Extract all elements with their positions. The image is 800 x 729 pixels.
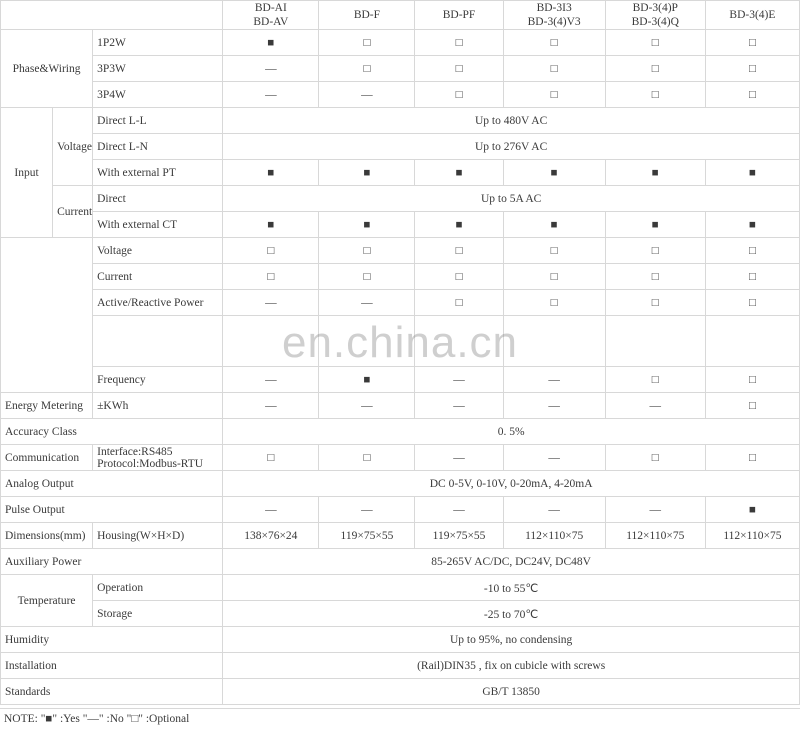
cell-em-1: — [319,393,415,419]
cell-bl-2 [415,316,503,367]
table-row [1,367,800,393]
row-label-direct-ll: Direct L-L [93,108,223,134]
cell-direct-span: Up to 5A AC [223,186,800,212]
table-row [1,134,800,160]
watermark: en.china.cn [281,318,519,367]
cell-mv-2: □ [415,238,503,264]
cell-3p3w-2: □ [415,56,503,82]
cell-freq-2: — [415,367,503,393]
cell-pt-4: ■ [605,160,705,186]
row-label-auxiliary-power: Auxiliary Power [1,549,223,575]
cell-ar-5: □ [705,290,799,316]
cell-1p2w-3: □ [503,30,605,56]
cell-bl-5 [705,316,799,367]
table-row [1,653,800,679]
row-label-external-ct: With external CT [93,212,223,238]
group-measurement [1,238,93,393]
row-label-3p4w: 3P4W [93,82,223,108]
cell-pt-5: ■ [705,160,799,186]
header-col-5-line1: BD-3(4)E [729,9,776,21]
table-row [1,264,800,290]
cell-mc-0: □ [223,264,319,290]
cell-pulse-1: — [319,497,415,523]
cell-pulse-0: — [223,497,319,523]
cell-freq-0: — [223,367,319,393]
cell-ar-3: □ [503,290,605,316]
cell-3p4w-3: □ [503,82,605,108]
cell-3p3w-1: □ [319,56,415,82]
row-label-dimensions: Dimensions(mm) [1,523,93,549]
table-row [1,30,800,56]
cell-1p2w-4: □ [605,30,705,56]
row-label-m-voltage: Voltage [93,238,223,264]
group-voltage: Voltage [53,108,93,186]
cell-bl-3 [503,316,605,367]
header-col-0 [223,1,319,30]
cell-storage-span: -25 to 70℃ [223,601,800,627]
table-row [1,160,800,186]
cell-dim-0: 138×76×24 [223,523,319,549]
group-input: Input [1,108,53,238]
cell-bl-4 [605,316,705,367]
cell-standards-span: GB/T 13850 [223,679,800,705]
table-row [1,419,800,445]
cell-1p2w-0: ■ [223,30,319,56]
cell-mv-3: □ [503,238,605,264]
row-label-m-current: Current [93,264,223,290]
cell-analog-span: DC 0-5V, 0-10V, 0-20mA, 4-20mA [223,471,800,497]
cell-pulse-5: ■ [705,497,799,523]
cell-bl-1 [319,316,415,367]
table-row [1,212,800,238]
cell-mc-4: □ [605,264,705,290]
table-row [1,523,800,549]
row-label-standards: Standards [1,679,223,705]
cell-mc-3: □ [503,264,605,290]
row-sub-kwh: ±KWh [93,393,223,419]
header-col-4 [605,1,705,30]
row-label-blank [93,316,223,367]
cell-ar-0: — [223,290,319,316]
table-row [1,108,800,134]
cell-installation-span: (Rail)DIN35 , fix on cubicle with screws [223,653,800,679]
cell-mv-4: □ [605,238,705,264]
header-col-4-line1: BD-3(4)P [632,2,678,14]
cell-3p4w-1: — [319,82,415,108]
cell-dim-1: 119×75×55 [319,523,415,549]
cell-comm-0: □ [223,445,319,471]
cell-mv-5: □ [705,238,799,264]
cell-ct-0: ■ [223,212,319,238]
row-label-communication: Communication [1,445,93,471]
row-label-installation: Installation [1,653,223,679]
table-row [1,56,800,82]
cell-pulse-2: — [415,497,503,523]
row-sub-operation: Operation [93,575,223,601]
row-label-energy-metering: Energy Metering [1,393,93,419]
cell-3p3w-0: — [223,56,319,82]
row-label-accuracy: Accuracy Class [1,419,223,445]
cell-freq-4: □ [605,367,705,393]
header-col-0-line2: BD-AV [253,16,289,28]
cell-comm-3: — [503,445,605,471]
cell-3p3w-5: □ [705,56,799,82]
cell-direct-ln-span: Up to 276V AC [223,134,800,160]
cell-ar-2: □ [415,290,503,316]
cell-comm-4: □ [605,445,705,471]
cell-em-2: — [415,393,503,419]
cell-dim-5: 112×110×75 [705,523,799,549]
cell-em-5: □ [705,393,799,419]
row-label-external-pt: With external PT [93,160,223,186]
cell-ct-1: ■ [319,212,415,238]
cell-freq-5: □ [705,367,799,393]
row-label-analog-output: Analog Output [1,471,223,497]
cell-freq-3: — [503,367,605,393]
cell-1p2w-2: □ [415,30,503,56]
header-col-5 [705,1,799,30]
cell-mc-2: □ [415,264,503,290]
table-row [1,186,800,212]
table-row [1,82,800,108]
cell-3p4w-0: — [223,82,319,108]
cell-bl-0 [223,316,319,367]
cell-ct-2: ■ [415,212,503,238]
row-label-1p2w: 1P2W [93,30,223,56]
row-label-frequency: Frequency [93,367,223,393]
table-row [1,497,800,523]
cell-pt-1: ■ [319,160,415,186]
row-label-humidity: Humidity [1,627,223,653]
cell-em-0: — [223,393,319,419]
header-blank [1,1,223,30]
table-row [1,549,800,575]
cell-ct-4: ■ [605,212,705,238]
cell-operation-span: -10 to 55℃ [223,575,800,601]
table-row [1,471,800,497]
cell-mc-1: □ [319,264,415,290]
header-col-0-line1: BD-AI [254,2,287,14]
legend-note: NOTE: "■" :Yes "—" :No "□" :Optional [0,708,800,728]
cell-humidity-span: Up to 95%, no condensing [223,627,800,653]
header-col-1 [319,1,415,30]
table-row [1,445,800,471]
table-row [1,627,800,653]
header-col-3 [503,1,605,30]
cell-pt-3: ■ [503,160,605,186]
cell-em-4: — [605,393,705,419]
cell-em-3: — [503,393,605,419]
comm-interface: Interface:RS485 [97,445,173,458]
group-phase-wiring: Phase&Wiring [1,30,93,108]
cell-ar-4: □ [605,290,705,316]
table-row [1,290,800,316]
table-row [1,601,800,627]
row-label-direct: Direct [93,186,223,212]
cell-aux-span: 85-265V AC/DC, DC24V, DC48V [223,549,800,575]
cell-accuracy-span: 0. 5% [223,419,800,445]
row-sub-communication [93,445,223,471]
row-label-active-reactive: Active/Reactive Power [93,290,223,316]
table-row [1,575,800,601]
header-col-3-line1: BD-3I3 [536,2,572,14]
table-row [1,316,800,367]
row-label-temperature: Temperature [1,575,93,627]
header-col-4-line2: BD-3(4)Q [631,16,679,28]
cell-pt-2: ■ [415,160,503,186]
cell-1p2w-1: □ [319,30,415,56]
cell-ar-1: — [319,290,415,316]
cell-dim-2: 119×75×55 [415,523,503,549]
header-col-2 [415,1,503,30]
cell-3p3w-4: □ [605,56,705,82]
row-sub-storage: Storage [93,601,223,627]
comm-protocol: Protocol:Modbus-RTU [97,457,204,470]
cell-mv-1: □ [319,238,415,264]
header-col-1-line1: BD-F [353,9,381,21]
cell-mv-0: □ [223,238,319,264]
row-label-3p3w: 3P3W [93,56,223,82]
cell-direct-ll-span: Up to 480V AC [223,108,800,134]
cell-mc-5: □ [705,264,799,290]
cell-3p4w-5: □ [705,82,799,108]
table-row [1,679,800,705]
group-current: Current [53,186,93,238]
table-row [1,393,800,419]
row-sub-housing: Housing(W×H×D) [93,523,223,549]
table-header-row [1,1,800,30]
cell-comm-1: □ [319,445,415,471]
cell-comm-5: □ [705,445,799,471]
cell-pt-0: ■ [223,160,319,186]
cell-pulse-4: — [605,497,705,523]
table-row [1,238,800,264]
row-label-direct-ln: Direct L-N [93,134,223,160]
cell-3p3w-3: □ [503,56,605,82]
header-col-3-line2: BD-3(4)V3 [527,16,581,28]
cell-comm-2: — [415,445,503,471]
cell-3p4w-2: □ [415,82,503,108]
row-label-pulse-output: Pulse Output [1,497,223,523]
cell-ct-3: ■ [503,212,605,238]
cell-3p4w-4: □ [605,82,705,108]
cell-ct-5: ■ [705,212,799,238]
cell-pulse-3: — [503,497,605,523]
cell-freq-1: ■ [319,367,415,393]
cell-dim-3: 112×110×75 [503,523,605,549]
cell-dim-4: 112×110×75 [605,523,705,549]
header-col-2-line1: BD-PF [442,9,476,21]
cell-1p2w-5: □ [705,30,799,56]
